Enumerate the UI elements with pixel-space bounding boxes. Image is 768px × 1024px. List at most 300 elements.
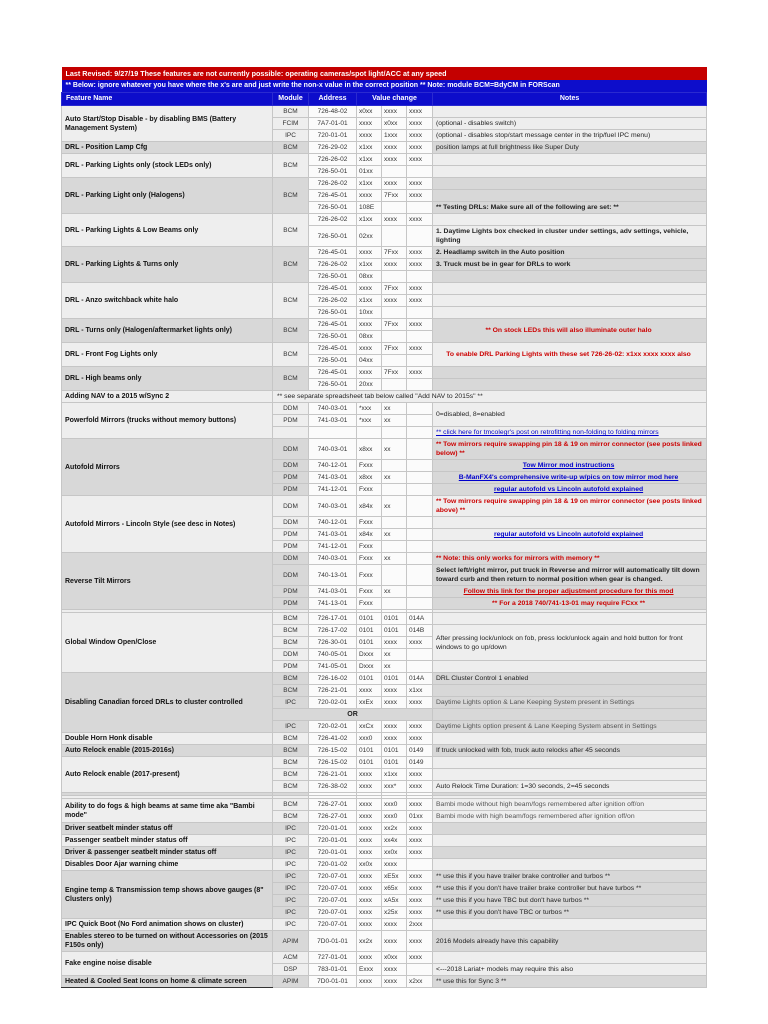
- value-cell: Fxxx: [357, 586, 382, 598]
- value-cell: [407, 271, 433, 283]
- feature-cell: Global Window Open/Close: [62, 613, 273, 673]
- value-cell: x1xx: [357, 259, 382, 271]
- value-cell: x8xx: [357, 439, 382, 460]
- value-cell: xxxx: [407, 283, 433, 295]
- address-cell: 726-41-02: [309, 733, 357, 745]
- address-cell: 741-03-01: [309, 529, 357, 541]
- value-cell: xxxx: [357, 685, 382, 697]
- note-cell: [433, 733, 707, 745]
- address-cell: 740-03-01: [309, 403, 357, 415]
- value-cell: x25x: [382, 907, 407, 919]
- value-cell: [407, 331, 433, 343]
- note-cell: [433, 379, 707, 391]
- value-cell: [407, 403, 433, 415]
- address-cell: 741-12-01: [309, 541, 357, 553]
- value-cell: xxxx: [407, 142, 433, 154]
- header-value-change: Value change: [357, 93, 433, 106]
- table-row: [62, 343, 707, 355]
- note-cell: 2. Headlamp switch in the Auto position: [433, 247, 707, 259]
- address-cell: 740-12-01: [309, 517, 357, 529]
- table-row: [62, 823, 707, 835]
- value-cell: [382, 331, 407, 343]
- value-cell: Dxxx: [357, 649, 382, 661]
- address-cell: 726-50-01: [309, 226, 357, 247]
- module-cell: PDM: [273, 472, 309, 484]
- module-cell: PDM: [273, 598, 309, 610]
- feature-cell: Disables Door Ajar warning chime: [62, 859, 273, 871]
- value-cell: xxxx: [357, 118, 382, 130]
- value-cell: [382, 517, 407, 529]
- module-cell: BCM: [273, 625, 309, 637]
- feature-cell: Auto Relock enable (2017-present): [62, 757, 273, 793]
- value-cell: xxxx: [407, 154, 433, 166]
- module-cell: BCM: [273, 283, 309, 319]
- note-cell: [433, 823, 707, 835]
- note-cell: [433, 541, 707, 553]
- value-cell: [407, 859, 433, 871]
- forscan-settings-table: [61, 67, 707, 988]
- value-cell: 7Fxx: [382, 283, 407, 295]
- value-cell: [407, 598, 433, 610]
- value-cell: x84x: [357, 496, 382, 517]
- feature-cell: DRL - Parking Lights & Turns only: [62, 247, 273, 283]
- value-cell: xxxx: [382, 697, 407, 709]
- value-cell: [407, 541, 433, 553]
- note-cell: [433, 685, 707, 697]
- module-cell: IPC: [273, 130, 309, 142]
- value-cell: xxx0: [357, 733, 382, 745]
- note-cell: Bambi mode with high beam/fogs remembered after ignition off/on: [433, 811, 707, 823]
- address-cell: 726-15-02: [309, 745, 357, 757]
- value-cell: xxxx: [407, 895, 433, 907]
- table-row: [62, 496, 707, 517]
- module-cell: PDM: [273, 529, 309, 541]
- address-cell: 726-45-01: [309, 247, 357, 259]
- address-cell: 726-50-01: [309, 202, 357, 214]
- address-cell: 720-01-01: [309, 835, 357, 847]
- address-cell: 720-02-01: [309, 721, 357, 733]
- module-cell: IPC: [273, 823, 309, 835]
- value-cell: xxxx: [407, 847, 433, 859]
- module-cell: BCM: [273, 343, 309, 367]
- value-cell: xxxx: [357, 847, 382, 859]
- value-cell: [407, 649, 433, 661]
- value-cell: 0149: [407, 757, 433, 769]
- value-cell: xxxx: [382, 721, 407, 733]
- feature-cell: Driver seatbelt minder status off: [62, 823, 273, 835]
- value-cell: xxxx: [382, 859, 407, 871]
- value-cell: xx: [382, 439, 407, 460]
- value-cell: [382, 355, 407, 367]
- feature-cell: Reverse Tilt Mirrors: [62, 553, 273, 610]
- address-cell: 726-27-01: [309, 799, 357, 811]
- table-row: [62, 319, 707, 331]
- note-cell: [433, 919, 707, 931]
- note-link[interactable]: regular autofold vs Lincoln autofold explained: [433, 529, 707, 541]
- address-cell: 720-07-01: [309, 895, 357, 907]
- address-cell: 741-13-01: [309, 598, 357, 610]
- value-cell: xx0x: [357, 859, 382, 871]
- address-cell: 726-26-02: [309, 259, 357, 271]
- feature-cell: Auto Relock enable (2015-2016s): [62, 745, 273, 757]
- note-cell: ** Tow mirrors require swapping pin 18 & 19 on mirror connector (see posts linked below) **: [433, 439, 707, 460]
- note-link[interactable]: ** click here for tmcolegr's post on retrofitting non-folding to folding mirrors: [433, 427, 707, 439]
- note-link[interactable]: Follow this link for the proper adjustment procedure for this mod: [433, 586, 707, 598]
- value-cell: xxxx: [357, 976, 382, 988]
- value-cell: 0101: [382, 745, 407, 757]
- value-cell: 10xx: [357, 307, 382, 319]
- value-cell: xxxx: [357, 952, 382, 964]
- module-cell: PDM: [273, 484, 309, 496]
- value-cell: xxxx: [407, 871, 433, 883]
- module-cell: BCM: [273, 637, 309, 649]
- feature-cell: Passenger seatbelt minder status off: [62, 835, 273, 847]
- table-row: [62, 106, 707, 118]
- address-cell: 720-07-01: [309, 883, 357, 895]
- value-cell: 2xxx: [407, 919, 433, 931]
- feature-cell: Auto Start/Stop Disable - by disabling BMS (Battery Management System): [62, 106, 273, 142]
- value-cell: xxxx: [407, 214, 433, 226]
- value-cell: [407, 307, 433, 319]
- note-link[interactable]: B-ManFX4's comprehensive write-up w/pics on tow mirror mod here: [433, 472, 707, 484]
- value-cell: [407, 661, 433, 673]
- value-cell: xxxx: [382, 976, 407, 988]
- value-cell: 014A: [407, 673, 433, 685]
- value-cell: x65x: [382, 883, 407, 895]
- value-cell: xxxx: [407, 367, 433, 379]
- note-cell: If truck unlocked with fob, truck auto relocks after 45 seconds: [433, 745, 707, 757]
- feature-cell: DRL - Turns only (Halogen/aftermarket lights only): [62, 319, 273, 343]
- value-cell: 0101: [382, 613, 407, 625]
- value-cell: [382, 484, 407, 496]
- value-cell: xxxx: [407, 733, 433, 745]
- value-cell: xxxx: [382, 931, 407, 952]
- table-row: [62, 403, 707, 415]
- table-row: [62, 247, 707, 259]
- note-cell: 3. Truck must be in gear for DRLs to work: [433, 259, 707, 271]
- note-cell: ** Note: this only works for mirrors with memory **: [433, 553, 707, 565]
- value-cell: 7Fxx: [382, 319, 407, 331]
- value-cell: xxxx: [357, 247, 382, 259]
- value-cell: 08xx: [357, 331, 382, 343]
- value-cell: xx: [382, 586, 407, 598]
- module-cell: BCM: [273, 613, 309, 625]
- value-cell: xxxx: [382, 214, 407, 226]
- table-row: [62, 835, 707, 847]
- note-cell: Auto Relock Time Duration: 1=30 seconds, 2=45 seconds: [433, 781, 707, 793]
- value-cell: Fxxx: [357, 565, 382, 586]
- value-cell: xxxx: [357, 835, 382, 847]
- address-cell: 726-50-01: [309, 331, 357, 343]
- note-link[interactable]: regular autofold vs Lincoln autofold explained: [433, 484, 707, 496]
- address-cell: 726-45-01: [309, 343, 357, 355]
- address-cell: 726-48-02: [309, 106, 357, 118]
- module-cell: PDM: [273, 541, 309, 553]
- address-cell: 720-07-01: [309, 919, 357, 931]
- instructions-banner: ** Below: ignore whatever you have where the x's are and just write the non-x value in the correct position ** Note: module BCM=BdyCM in FORScan: [62, 80, 707, 93]
- note-cell: ** use this if you have trailer brake controller and turbos **: [433, 871, 707, 883]
- value-cell: [382, 307, 407, 319]
- feature-cell: DRL - Parking Lights only (stock LEDs only): [62, 154, 273, 178]
- address-cell: 740-03-01: [309, 553, 357, 565]
- module-cell: APIM: [273, 976, 309, 988]
- module-cell: ACM: [273, 952, 309, 964]
- note-cell: ** use this if you have TBC but don't have turbos **: [433, 895, 707, 907]
- value-cell: x1xx: [357, 178, 382, 190]
- value-cell: xxxx: [407, 130, 433, 142]
- value-cell: Fxxx: [357, 541, 382, 553]
- note-cell: [433, 847, 707, 859]
- address-cell: 720-01-01: [309, 130, 357, 142]
- module-cell: BCM: [273, 319, 309, 343]
- address-cell: 740-13-01: [309, 565, 357, 586]
- value-cell: x1xx: [357, 214, 382, 226]
- value-cell: xxxx: [357, 919, 382, 931]
- feature-cell: DRL - Front Fog Lights only: [62, 343, 273, 367]
- value-cell: 0101: [357, 613, 382, 625]
- address-cell: 726-26-02: [309, 295, 357, 307]
- module-cell: DDM: [273, 460, 309, 472]
- value-cell: *xxx: [357, 415, 382, 427]
- value-cell: xxxx: [407, 823, 433, 835]
- value-cell: [407, 202, 433, 214]
- header-module: Module: [273, 93, 309, 106]
- column-header-row: [62, 93, 707, 106]
- address-cell: 720-07-01: [309, 907, 357, 919]
- address-cell: 726-16-02: [309, 673, 357, 685]
- value-cell: [357, 427, 382, 439]
- value-cell: 0101: [382, 757, 407, 769]
- value-cell: x84x: [357, 529, 382, 541]
- value-cell: x1xx: [357, 154, 382, 166]
- value-cell: xxxx: [407, 190, 433, 202]
- table-row: [62, 931, 707, 952]
- value-cell: 0101: [357, 625, 382, 637]
- address-cell: 726-38-02: [309, 781, 357, 793]
- value-cell: [407, 964, 433, 976]
- value-cell: xxEx: [357, 697, 382, 709]
- address-cell: 726-15-02: [309, 757, 357, 769]
- banner-row-red: [62, 67, 707, 80]
- value-cell: xxxx: [357, 781, 382, 793]
- feature-cell: Autofold Mirrors - Lincoln Style (see desc in Notes): [62, 496, 273, 553]
- value-cell: [407, 472, 433, 484]
- value-cell: xxxx: [357, 907, 382, 919]
- value-cell: xxx*: [382, 781, 407, 793]
- value-cell: xxxx: [382, 964, 407, 976]
- table-row: [62, 757, 707, 769]
- address-cell: 726-45-01: [309, 319, 357, 331]
- note-cell: Daytime Lights option & Lane Keeping System present in Settings: [433, 697, 707, 709]
- value-cell: xxxx: [357, 799, 382, 811]
- value-cell: [382, 541, 407, 553]
- module-cell: DDM: [273, 565, 309, 586]
- value-cell: xxxx: [407, 106, 433, 118]
- last-revised-banner: Last Revised: 9/27/19 These features are not currently possible: operating cameras/spot light/ACC at any speed: [62, 67, 707, 80]
- value-cell: xx4x: [382, 835, 407, 847]
- module-cell: IPC: [273, 847, 309, 859]
- value-cell: xxxx: [407, 247, 433, 259]
- table-row: [62, 859, 707, 871]
- address-cell: 741-05-01: [309, 661, 357, 673]
- value-cell: xxx0: [382, 811, 407, 823]
- module-cell: IPC: [273, 697, 309, 709]
- value-cell: [382, 427, 407, 439]
- table-row: [62, 178, 707, 190]
- note-cell: <---2018 Lariat+ models may require this also: [433, 964, 707, 976]
- note-cell: 0=disabled, 8=enabled: [433, 403, 707, 427]
- module-cell: IPC: [273, 895, 309, 907]
- note-cell: [433, 178, 707, 190]
- value-cell: x1xx: [357, 142, 382, 154]
- value-cell: xx: [382, 472, 407, 484]
- note-cell: [433, 517, 707, 529]
- address-cell: 740-05-01: [309, 649, 357, 661]
- module-cell: BCM: [273, 769, 309, 781]
- value-cell: xx: [382, 661, 407, 673]
- note-cell: [433, 283, 707, 295]
- module-cell: BCM: [273, 685, 309, 697]
- value-cell: 0101: [357, 637, 382, 649]
- table-row: [62, 919, 707, 931]
- module-cell: APIM: [273, 931, 309, 952]
- note-cell: Bambi mode without high beam/fogs remembered after ignition off/on: [433, 799, 707, 811]
- note-cell: [433, 367, 707, 379]
- value-cell: xxxx: [407, 637, 433, 649]
- value-cell: xxxx: [357, 367, 382, 379]
- value-cell: xxxx: [357, 895, 382, 907]
- feature-cell: Double Horn Honk disable: [62, 733, 273, 745]
- value-cell: [407, 484, 433, 496]
- module-cell: BCM: [273, 367, 309, 391]
- value-cell: xxxx: [407, 697, 433, 709]
- note-cell: 1. Daytime Lights box checked in cluster under settings, adv settings, vehicle, lighting: [433, 226, 707, 247]
- module-cell: IPC: [273, 859, 309, 871]
- address-cell: 726-27-01: [309, 811, 357, 823]
- address-cell: 726-45-01: [309, 190, 357, 202]
- value-cell: xx: [382, 553, 407, 565]
- value-cell: Exxx: [357, 964, 382, 976]
- value-cell: xx2x: [357, 931, 382, 952]
- note-cell: [433, 613, 707, 625]
- table-row: [62, 799, 707, 811]
- feature-cell: Powerfold Mirrors (trucks without memory buttons): [62, 403, 273, 439]
- address-cell: 726-29-02: [309, 142, 357, 154]
- note-cell: [433, 214, 707, 226]
- note-cell: ** use this if you don't have TBC or turbos **: [433, 907, 707, 919]
- note-cell: position lamps at full brightness like Super Duty: [433, 142, 707, 154]
- value-cell: xxx0: [382, 799, 407, 811]
- feature-cell: Autofold Mirrors: [62, 439, 273, 496]
- table-row: [62, 154, 707, 166]
- module-cell: DDM: [273, 439, 309, 460]
- value-cell: 7Fxx: [382, 367, 407, 379]
- feature-cell: Fake engine noise disable: [62, 952, 273, 976]
- note-cell: [433, 859, 707, 871]
- table-row: [62, 367, 707, 379]
- address-cell: 726-50-01: [309, 307, 357, 319]
- value-cell: [382, 379, 407, 391]
- value-cell: xxxx: [382, 637, 407, 649]
- value-cell: 0101: [382, 673, 407, 685]
- value-cell: xxxx: [357, 190, 382, 202]
- module-cell: DDM: [273, 649, 309, 661]
- table-row: [62, 745, 707, 757]
- note-cell: (optional - disables stop/start message center in the trip/fuel IPC menu): [433, 130, 707, 142]
- module-cell: BCM: [273, 673, 309, 685]
- address-cell: 741-03-01: [309, 586, 357, 598]
- value-cell: xxxx: [382, 685, 407, 697]
- header-notes: Notes: [433, 93, 707, 106]
- value-cell: xxxx: [357, 871, 382, 883]
- value-cell: x8xx: [357, 472, 382, 484]
- value-cell: Fxxx: [357, 484, 382, 496]
- value-cell: [382, 598, 407, 610]
- module-cell: BCM: [273, 214, 309, 247]
- value-cell: xxxx: [407, 343, 433, 355]
- module-cell: DDM: [273, 517, 309, 529]
- note-cell: ** Tow mirrors require swapping pin 18 & 19 on mirror connector (see posts linked above) **: [433, 496, 707, 517]
- value-cell: [407, 415, 433, 427]
- module-cell: PDM: [273, 586, 309, 598]
- value-cell: 7Fxx: [382, 190, 407, 202]
- value-cell: xxxx: [382, 295, 407, 307]
- value-cell: [382, 271, 407, 283]
- feature-cell: Heated & Cooled Seat Icons on home & climate screen: [62, 976, 273, 988]
- value-cell: xxxx: [357, 823, 382, 835]
- value-cell: 014B: [407, 625, 433, 637]
- feature-cell: DRL - Anzo switchback white halo: [62, 283, 273, 319]
- note-link[interactable]: Tow Mirror mod instructions: [433, 460, 707, 472]
- value-cell: [407, 565, 433, 586]
- value-cell: [407, 529, 433, 541]
- address-cell: 726-30-01: [309, 637, 357, 649]
- module-cell: PDM: [273, 415, 309, 427]
- value-cell: [382, 565, 407, 586]
- table-row: [62, 613, 707, 625]
- module-cell: IPC: [273, 871, 309, 883]
- value-cell: [407, 439, 433, 460]
- module-cell: DDM: [273, 553, 309, 565]
- address-cell: 720-07-01: [309, 871, 357, 883]
- note-cell: [433, 952, 707, 964]
- feature-cell: IPC Quick Boot (No Ford animation shows on cluster): [62, 919, 273, 931]
- value-cell: [407, 166, 433, 178]
- address-cell: 741-03-01: [309, 472, 357, 484]
- span-note-cell: ** see separate spreadsheet tab below called "Add NAV to 2015s" **: [273, 391, 707, 403]
- feature-cell: Engine temp & Transmission temp shows above gauges (8" Clusters only): [62, 871, 273, 919]
- value-cell: xx0x: [382, 847, 407, 859]
- module-cell: BCM: [273, 799, 309, 811]
- module-cell: PDM: [273, 661, 309, 673]
- table-row: [62, 283, 707, 295]
- module-cell: DDM: [273, 403, 309, 415]
- address-cell: 740-03-01: [309, 439, 357, 460]
- feature-cell: Ability to do fogs & high beams at same time aka "Bambi mode": [62, 799, 273, 823]
- value-cell: *xxx: [357, 403, 382, 415]
- address-cell: 720-01-02: [309, 859, 357, 871]
- module-cell: [273, 427, 309, 439]
- address-cell: 720-01-01: [309, 823, 357, 835]
- note-cell: [433, 757, 707, 769]
- address-cell: [309, 427, 357, 439]
- value-cell: xxxx: [407, 178, 433, 190]
- feature-cell: Disabling Canadian forced DRLs to cluster controlled: [62, 673, 273, 733]
- feature-cell: Driver & passenger seatbelt minder status off: [62, 847, 273, 859]
- value-cell: [407, 517, 433, 529]
- table-row: [62, 733, 707, 745]
- address-cell: 726-45-01: [309, 283, 357, 295]
